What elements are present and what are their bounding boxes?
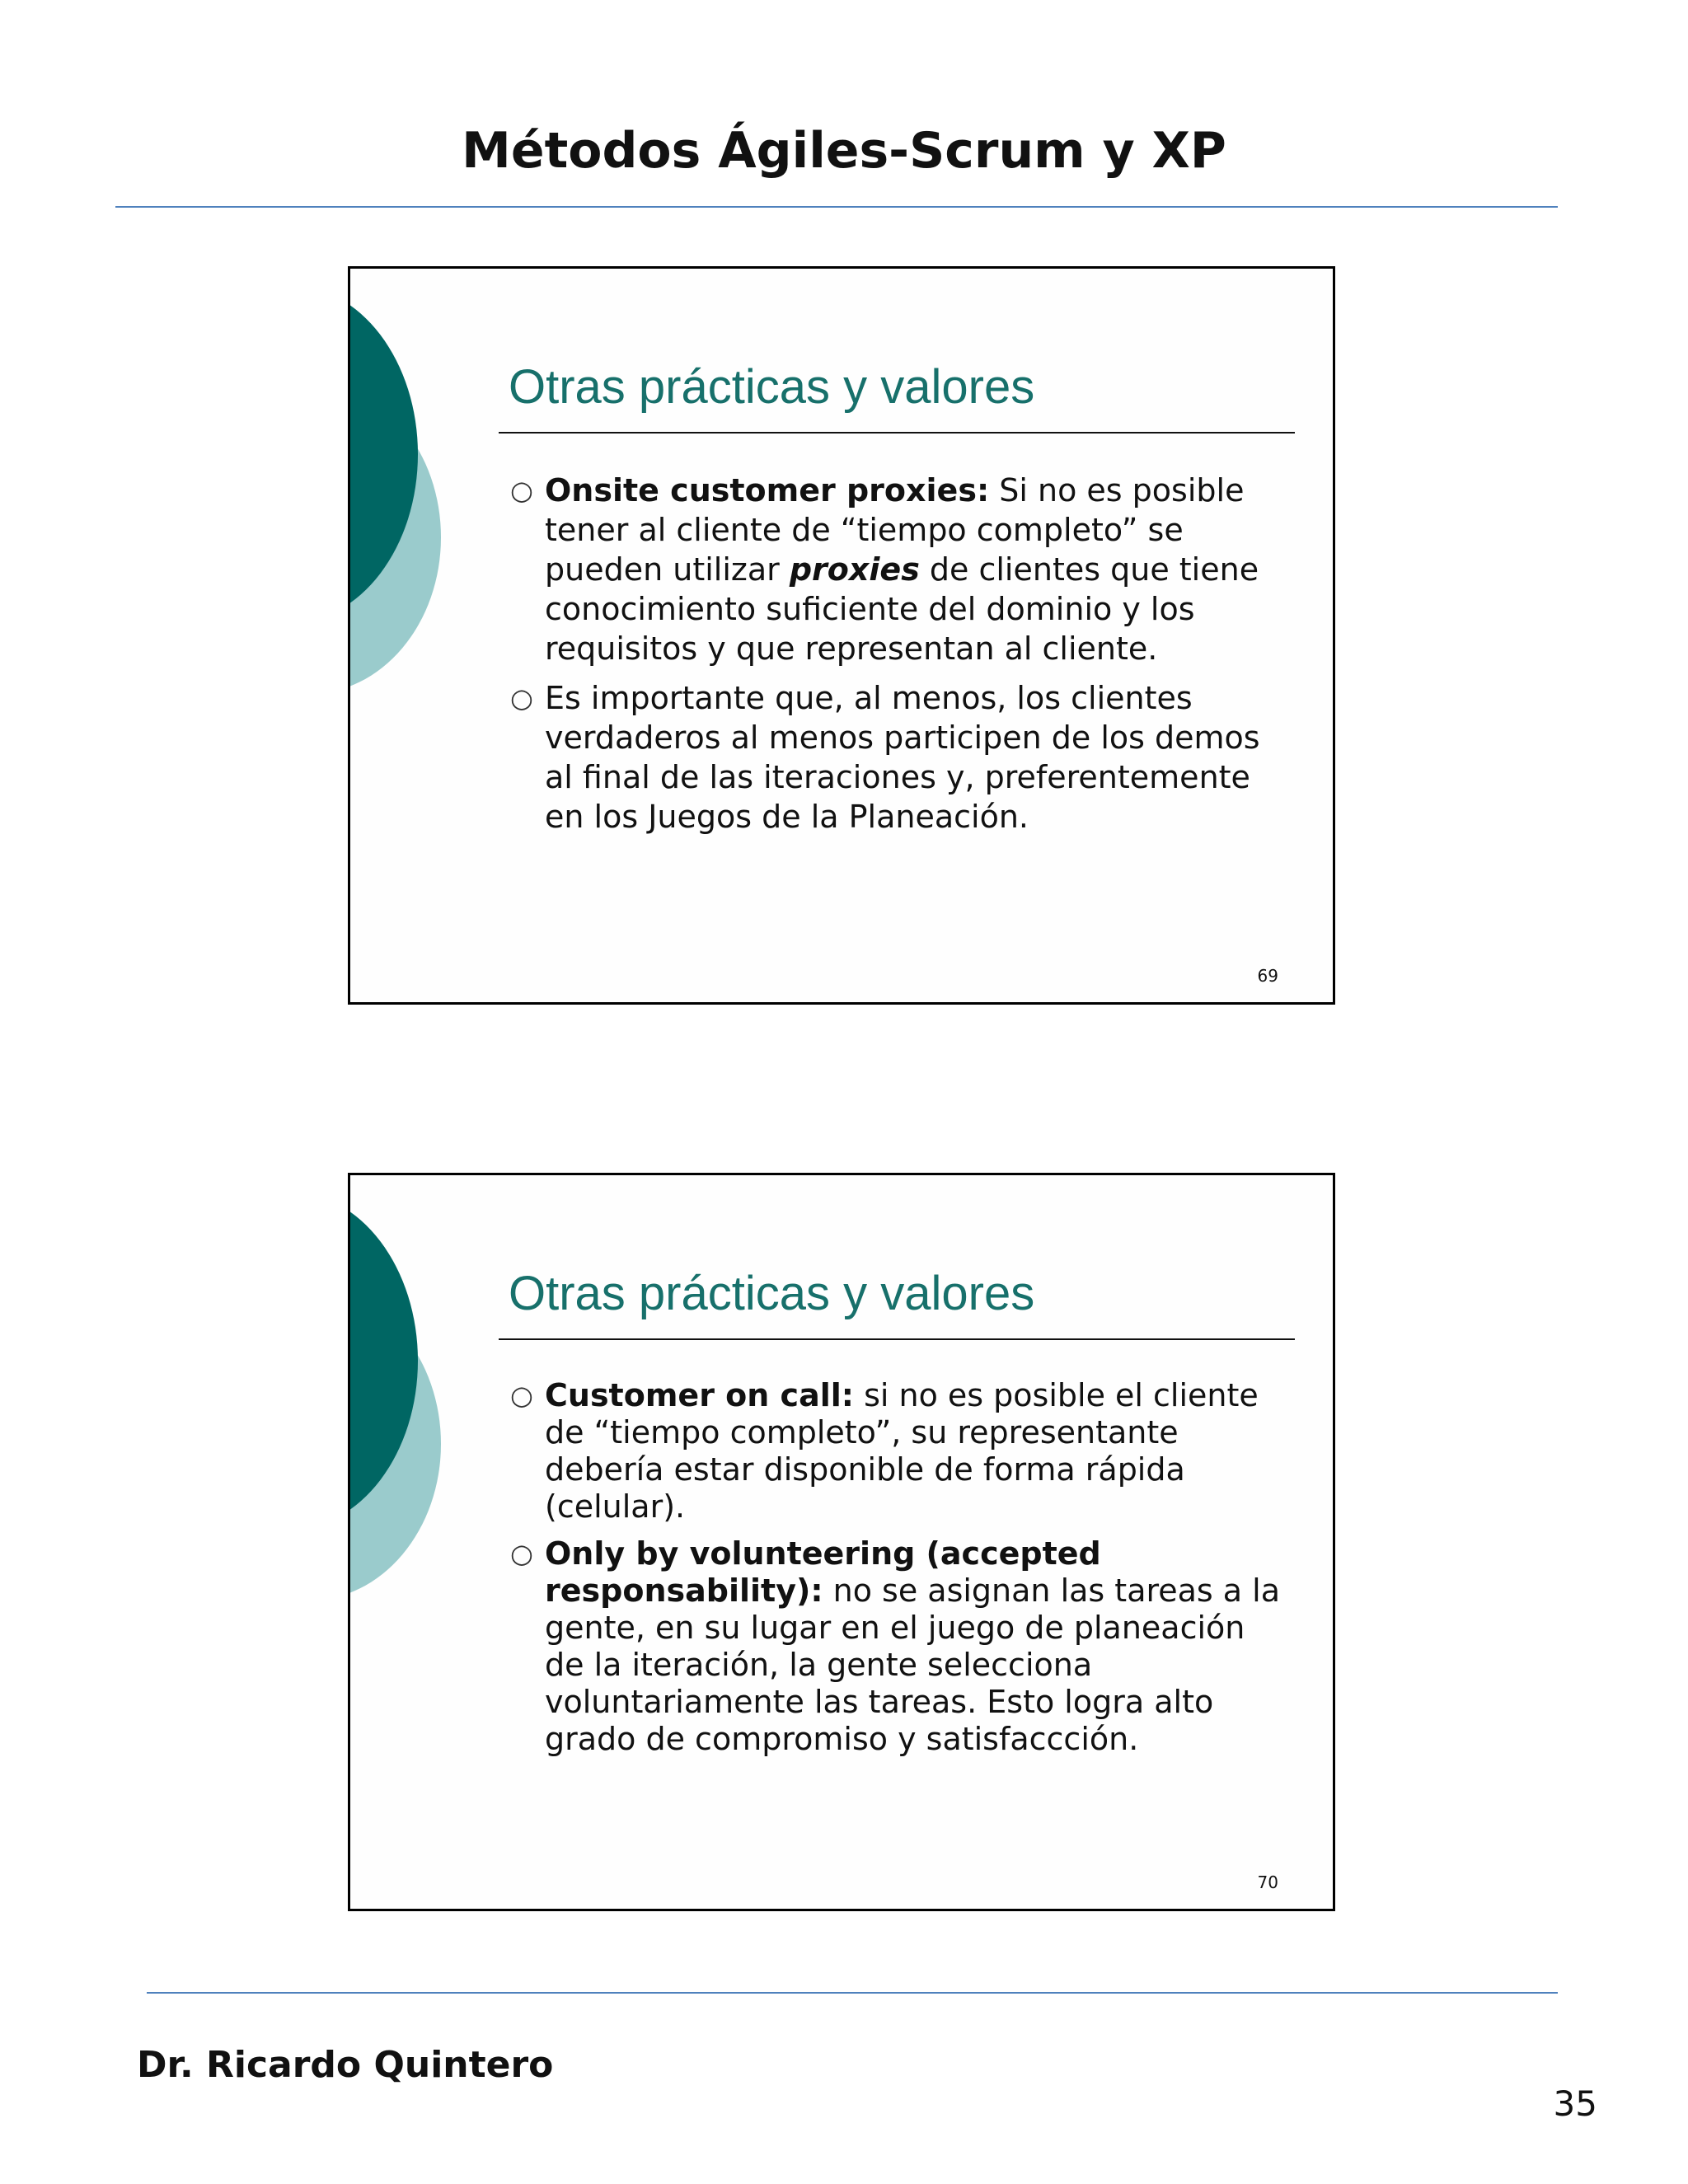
- bullet-lead: Only by volunteering (accepted responsability):: [545, 1535, 1101, 1609]
- circle-bullet-icon: ○: [510, 475, 533, 506]
- bullet-text: de clientes que tiene conocimiento suficiente del dominio y los requisitos y que representan al cliente.: [545, 551, 1259, 667]
- circle-bullet-icon: ○: [510, 1538, 533, 1569]
- bullet-item: [509, 471, 1283, 668]
- bullet-lead: Onsite customer proxies:: [545, 472, 990, 509]
- page-title: Métodos Ágiles-Scrum y XP: [462, 122, 1226, 180]
- bullet-text: no se asignan las tareas a la gente, en su lugar en el juego de planeación de la iteración, la gente selecciona voluntariamente las tareas. Esto logra alto grado de compromiso y satisfaccción.: [545, 1572, 1281, 1757]
- slide-69: [348, 266, 1335, 1005]
- bullet-item: [509, 678, 1283, 837]
- bullet-list: [509, 1377, 1283, 1768]
- bullet-text: Si no es posible tener al cliente de “tiempo completo” se pueden utilizar: [545, 472, 1245, 588]
- bullet-text: Es importante que, al menos, los clientes verdaderos al menos participen de los demos al final de las iteraciones y, preferentemente en los Juegos de la Planeación.: [545, 680, 1260, 835]
- bullet-text: si no es posible el cliente de “tiempo completo”, su representante debería estar disponible de forma rápida (celular).: [545, 1377, 1259, 1525]
- slide-70: [348, 1173, 1335, 1911]
- circle-bullet-icon: ○: [510, 682, 533, 714]
- bullet-emphasis: proxies: [789, 551, 920, 588]
- slide-title: Otras prácticas y valores: [509, 360, 1035, 414]
- bullet-lead: Customer on call:: [545, 1377, 854, 1413]
- slide-number: 69: [1257, 966, 1278, 986]
- circle-bullet-icon: ○: [510, 1380, 533, 1411]
- slide-title-divider: [499, 1338, 1295, 1340]
- header-divider: [115, 206, 1558, 208]
- page-number: 35: [1553, 2083, 1597, 2124]
- slide-number: 70: [1257, 1872, 1278, 1892]
- slide-title-divider: [499, 432, 1295, 434]
- bullet-item: [509, 1377, 1283, 1526]
- footer-divider: [147, 1992, 1558, 1994]
- bullet-list: [509, 471, 1283, 846]
- footer-author: Dr. Ricardo Quintero: [137, 2044, 554, 2086]
- slide-title: Otras prácticas y valores: [509, 1267, 1035, 1320]
- bullet-item: [509, 1535, 1283, 1758]
